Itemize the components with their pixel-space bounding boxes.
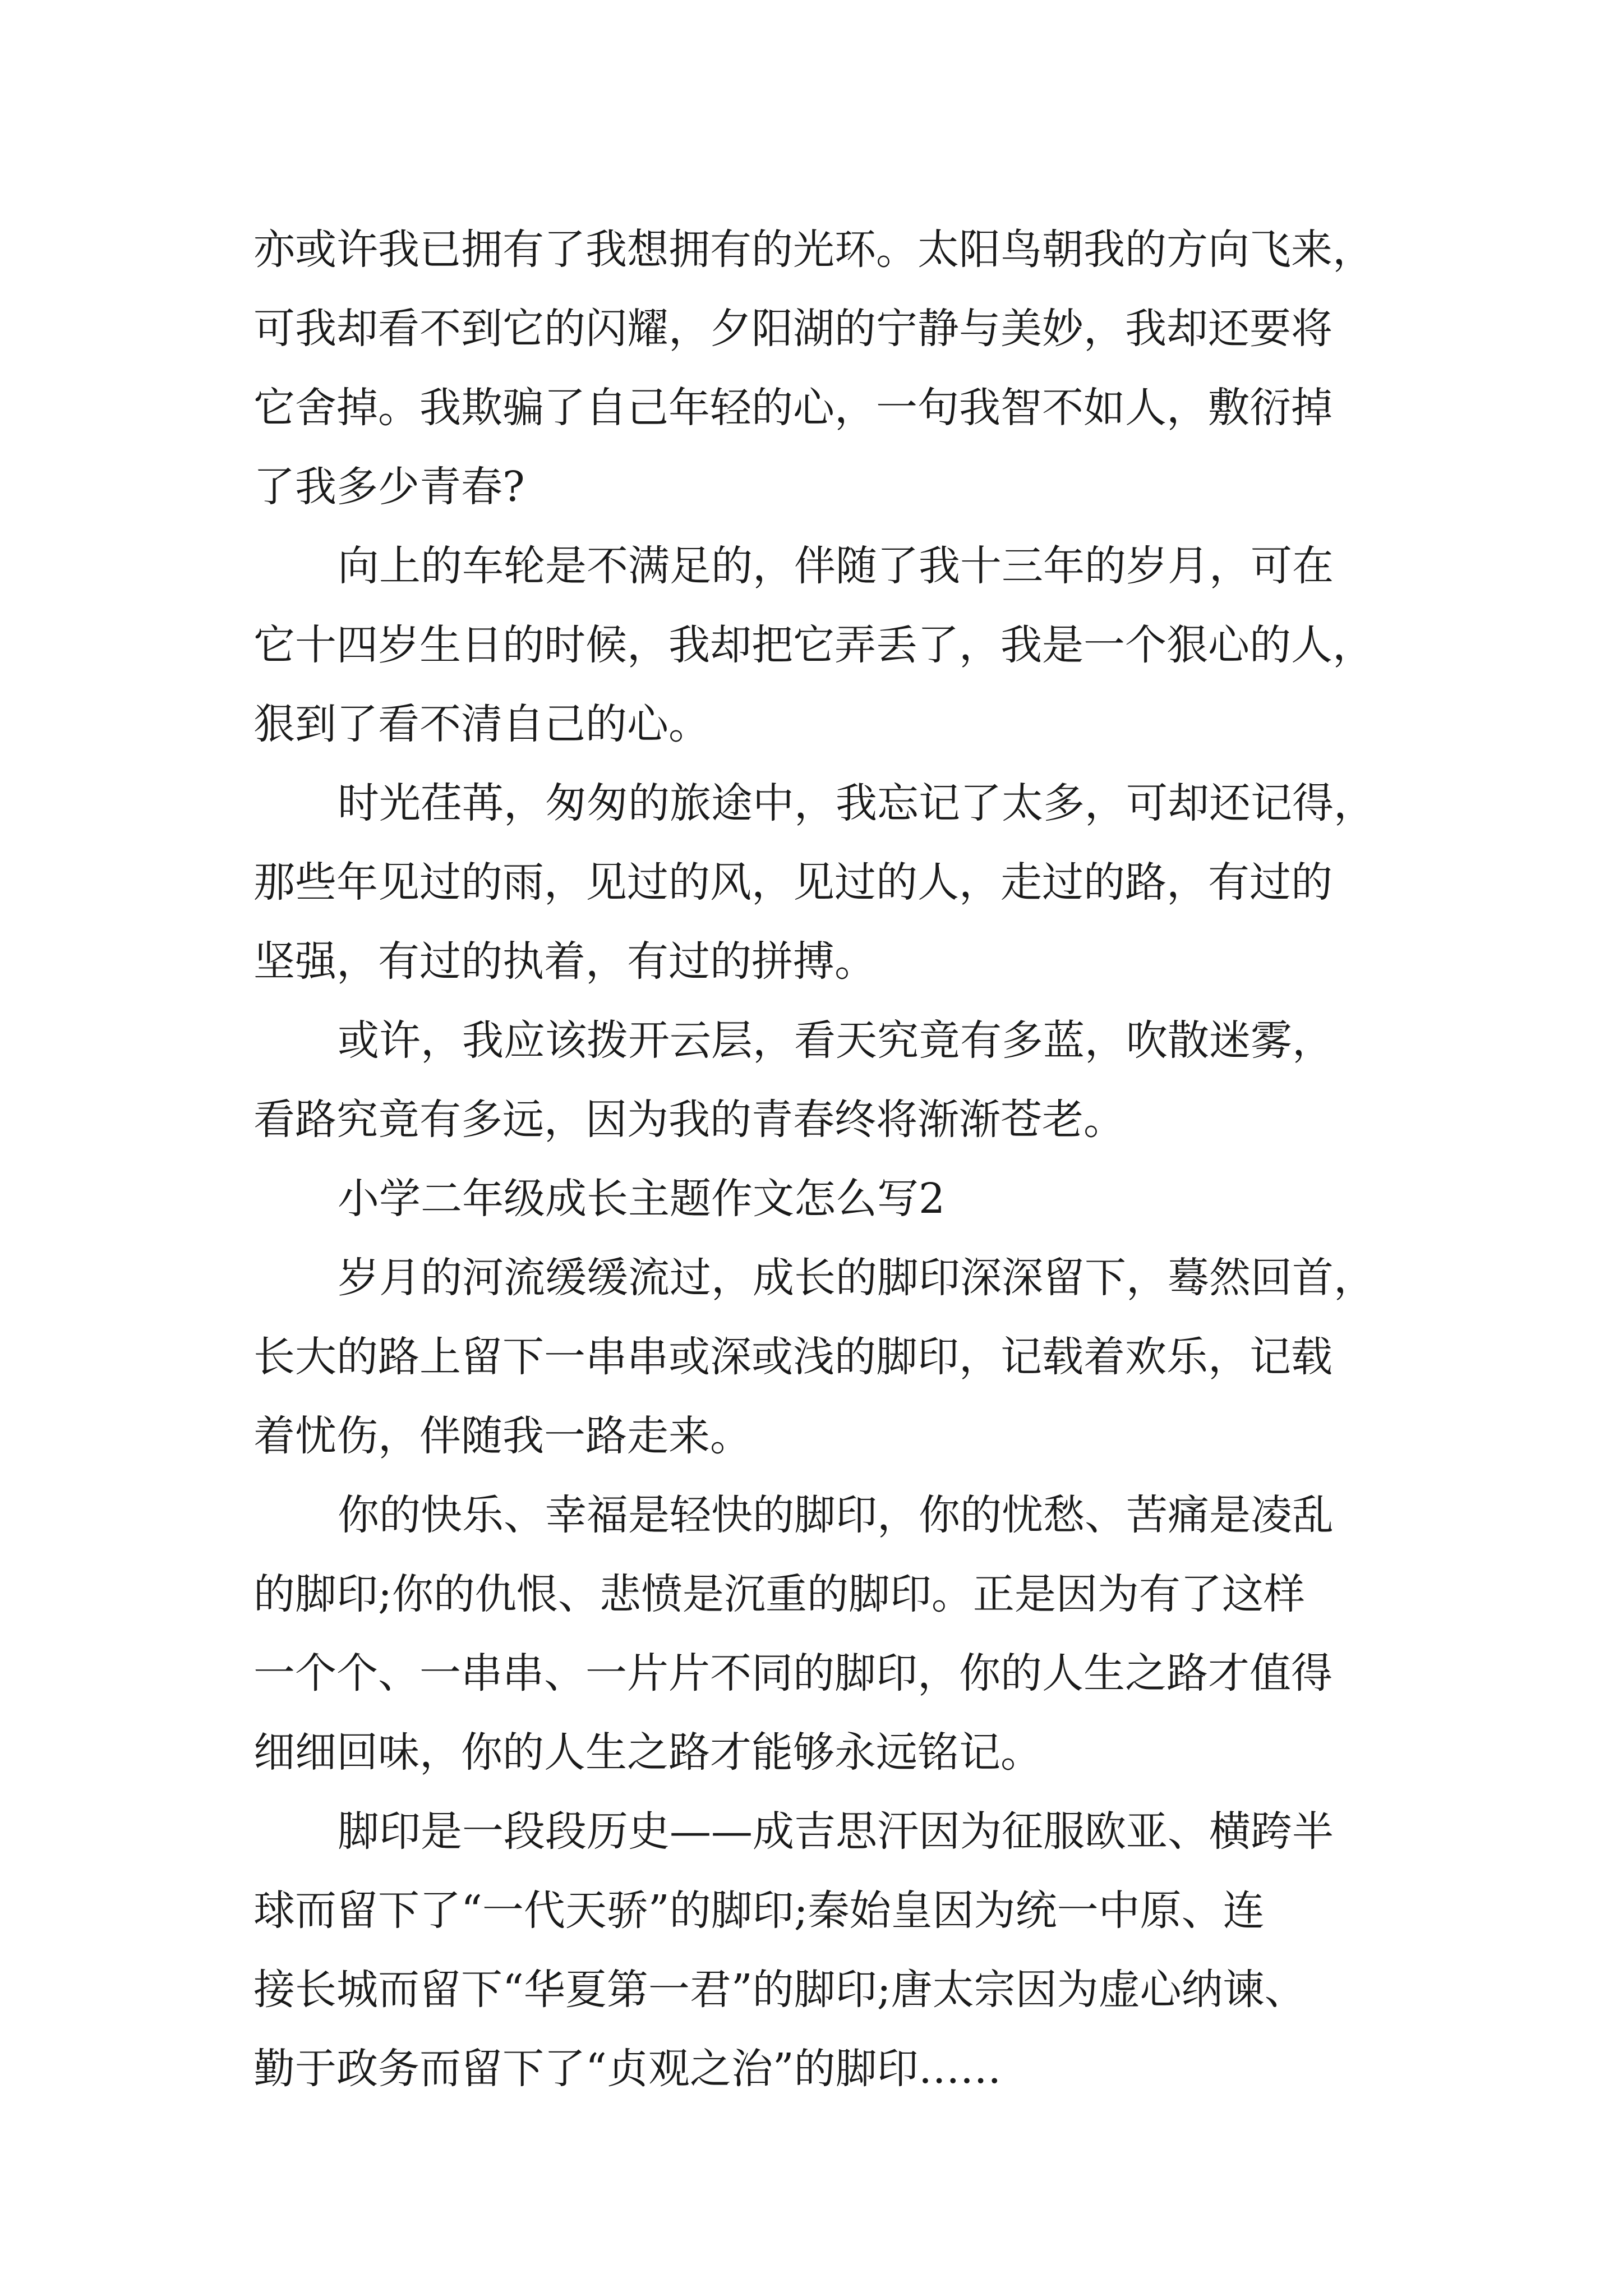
text-line: 狠到了看不清自己的心。 bbox=[253, 700, 710, 748]
text-line: 小学二年级成长主题作文怎么写2 bbox=[338, 1175, 946, 1223]
text-line: 看路究竟有多远，因为我的青春终将渐渐苍老。 bbox=[253, 1096, 1125, 1144]
text-line: 着忧伤，伴随我一路走来。 bbox=[253, 1412, 751, 1460]
text-line: 岁月的河流缓缓流过，成长的脚印深深留下，蓦然回首， bbox=[338, 1254, 1375, 1302]
text-line: 可我却看不到它的闪耀，夕阳湖的宁静与美妙，我却还要将 bbox=[253, 305, 1332, 353]
text-line: 它十四岁生日的时候，我却把它弄丢了，我是一个狠心的人， bbox=[253, 621, 1374, 669]
text-line: 的脚印;你的仇恨、悲愤是沉重的脚印。正是因为有了这样 bbox=[253, 1570, 1305, 1618]
text-line: 接长城而留下“华夏第一君”的脚印;唐太宗因为虚心纳谏、 bbox=[253, 1966, 1306, 2014]
text-line: 细细回味，你的人生之路才能够永远铭记。 bbox=[253, 1728, 1042, 1777]
text-line: 亦或许我已拥有了我想拥有的光环。太阳鸟朝我的方向飞来， bbox=[253, 226, 1374, 274]
text-line: 脚印是一段段历史——成吉思汗因为征服欧亚、横跨半 bbox=[338, 1807, 1334, 1856]
text-line: 球而留下了“一代天骄”的脚印;秦始皇因为统一中原、连 bbox=[253, 1887, 1265, 1935]
text-line: 它舍掉。我欺骗了自己年轻的心，一句我智不如人，敷衍掉 bbox=[253, 384, 1332, 432]
text-line: 长大的路上留下一串串或深或浅的脚印，记载着欢乐，记载 bbox=[253, 1333, 1332, 1381]
text-line: 一个个、一串串、一片片不同的脚印，你的人生之路才值得 bbox=[253, 1649, 1332, 1697]
document-body bbox=[253, 210, 1420, 2109]
text-line: 你的快乐、幸福是轻快的脚印，你的忧愁、苦痛是凌乱 bbox=[338, 1491, 1334, 1539]
text-line: 向上的车轮是不满足的，伴随了我十三年的岁月，可在 bbox=[338, 542, 1334, 590]
text-line: 或许，我应该拨开云层，看天究竟有多蓝，吹散迷雾， bbox=[338, 1016, 1334, 1065]
text-line: 坚强，有过的执着，有过的拼搏。 bbox=[253, 937, 876, 986]
text-line: 时光荏苒，匆匆的旅途中，我忘记了太多，可却还记得， bbox=[338, 779, 1375, 827]
text-line: 了我多少青春? bbox=[253, 463, 525, 511]
text-line: 勤于政务而留下了“贞观之治”的脚印…… bbox=[253, 2045, 1002, 2093]
text-line: 那些年见过的雨，见过的风，见过的人，走过的路，有过的 bbox=[253, 858, 1332, 907]
